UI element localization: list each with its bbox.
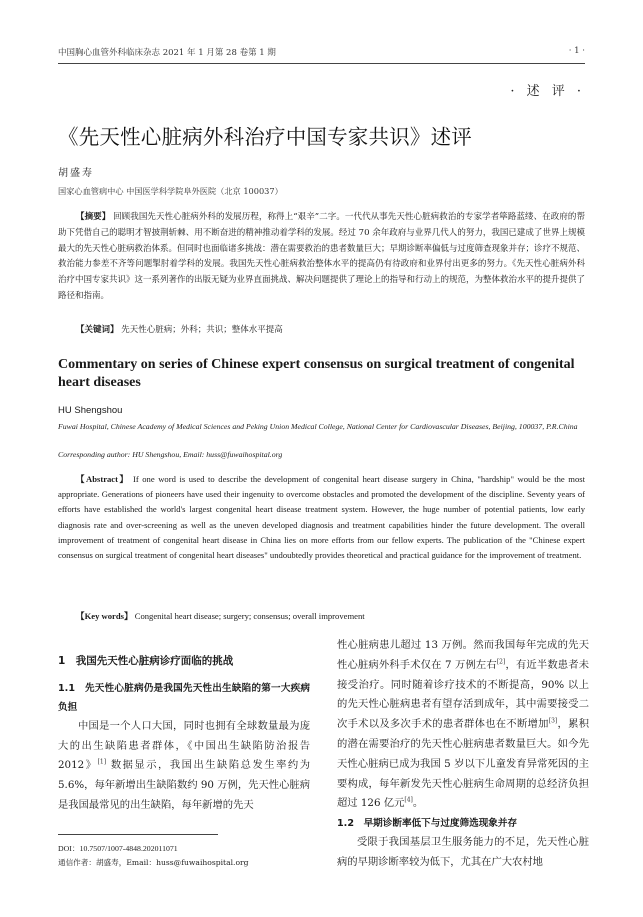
footnote-doi: DOI：10.7507/1007-4848.202011071 [58, 844, 178, 853]
body-paragraph-2 [337, 636, 589, 814]
keywords-cn-label: 【关键词】 [76, 325, 119, 335]
article-title-cn: 《先天性心脏病外科治疗中国专家共识》述评 [58, 125, 472, 149]
paragraph-text: 数据显示，我国出生缺陷总发生率约为 5.6%，每年新增出生缺陷数约 90 万例，先天性心脏病是我国最常见的出生缺陷，每年新增的先天 [58, 759, 310, 811]
citation-ref: [1] [97, 758, 107, 766]
page-number: · 1 · [568, 46, 585, 56]
citation-ref: [4] [404, 796, 413, 804]
keywords-en [76, 610, 365, 622]
keywords-cn [76, 323, 283, 335]
abstract-cn [58, 210, 585, 305]
body-column-left [58, 652, 310, 816]
author-cn: 胡盛寿 [58, 168, 94, 179]
journal-header: 中国胸心血管外科临床杂志 2021 年 1 月第 28 卷第 1 期 [58, 48, 276, 58]
paragraph-text: ，有近半数患者未接受治疗。同时随着诊疗技术的不断提高，90% 以上的先天性心脏病患者有望存活到成年，其中需要接受二次手术以及多次手术的患者群体也在不断增加 [337, 658, 589, 731]
paragraph-text: 性心脏病患儿超过 13 万例。然而我国每年完成的先天性心脏病外科手术仅在 7 万例左右 [337, 639, 589, 671]
abstract-cn-text: 回顾我国先天性心脏病外科的发展历程，称得上“艰辛”二字。一代代从事先天性心脏病救治的专家学者筚路蓝缕、在政府的帮助下凭借自己的聪明才智披荆斩棘、用不断奋进的精神推动着学科的发展。经过 70 余年政府与业界几代人的努力，我国已建成了世界上规模最大的先天性心脏病救治体系。但同时也面临诸多挑战：潜在需要救治的患者数量巨大；早期诊断率偏低与过度筛查现象并存；诊疗不规范、救治能力参差不齐等问题掣肘着学科的发展。我国先天性心脏病救治整体水平的提高仍有待政府和业界付出更多的努力。《先天性心脏病外科治疗中国专家共识》这一系列著作的出版无疑为业界直面挑战、解决问题提供了理论上的指导和行动上的规范，为整体救治水平的提升提供了路径和指南。 [58, 212, 586, 301]
corresponding-author-en: Corresponding author: HU Shengshou, Email: huss@fuwaihospital.org [58, 450, 283, 459]
article-title-en: Commentary on series of Chinese expert consensus on surgical treatment of congenital heart diseases [58, 357, 575, 390]
citation-ref: [2] [496, 658, 506, 666]
footnote-divider [58, 834, 218, 835]
citation-ref: [3] [548, 717, 558, 725]
section-heading-1: 1 我国先天性心脏病诊疗面临的挑战 [58, 655, 234, 667]
body-paragraph-1 [58, 717, 310, 816]
affiliation-cn: 国家心血管病中心 中国医学科学院阜外医院（北京 100037） [58, 186, 283, 196]
abstract-cn-label: 【摘要】 [76, 212, 111, 222]
subsection-heading-1-2: 1.2 早期诊断率低下与过度筛选现象并存 [337, 818, 518, 830]
body-column-right [337, 636, 589, 873]
author-en: HU Shengshou [58, 405, 123, 416]
section-tag: · 述 评 · [510, 84, 585, 99]
footnote-corresponding: 通信作者：胡盛寿，Email：huss@fuwaihospital.org [58, 858, 249, 867]
body-paragraph-3: 受限于我国基层卫生服务能力的不足，先天性心脏病的早期诊断率较为低下，尤其在广大农村地 [337, 836, 589, 868]
subsection-heading-1-1: 1.1 先天性心脏病仍是我国先天性出生缺陷的第一大疾病负担 [58, 682, 310, 713]
abstract-en-label: 【Abstract】 [76, 474, 130, 484]
paragraph-text: 。 [412, 797, 424, 810]
keywords-cn-text: 先天性心脏病；外科；共识；整体水平提高 [118, 325, 283, 335]
paragraph-text: ，累积的潜在需要治疗的先天性心脏病患者数量巨大。如今先天性心脏病已成为我国 5 岁以下儿童发育异常死因的主要构成，每年新发先天性心脏病生命周期的总经济负担超过 126 亿元 [337, 718, 590, 810]
keywords-en-label: 【Key words】 [76, 611, 133, 621]
paragraph-text: 中国是一个人口大国，同时也拥有全球数量最为庞大的出生缺陷患者群体，《中国出生缺陷防治报告 2012》 [58, 719, 310, 772]
affiliation-en: Fuwai Hospital, Chinese Academy of Medical Sciences and Peking Union Medical College, National Center for Cardiovascular Diseases, Beijing, 100037, P.R.China [58, 422, 578, 431]
abstract-en-text: If one word is used to describe the development of congenital heart disease surgery in China, "hardship" would be the most appropriate. Generations of pioneers have used their ingenuity to overcome obstacles and promoted the development of the discipline. Seventy years of efforts have established the world's largest congenital heart disease treatment system. However, the huge number of potential patients, low early diagnosis rate and over-screening as well as the uneven developed diagnosis and treatment capabilities hinder the future development. The overall improvement of treatment of congenital heart disease in China lies on more efforts from our fellow experts. The publication of the "Chinese expert consensus on surgical treatment of congenital heart diseases" undoubtedly provides theoretical and practical guidance for the improvement of treatment. [58, 474, 585, 561]
header-divider [58, 63, 585, 64]
keywords-en-text: Congenital heart disease; surgery; consensus; overall improvement [132, 611, 365, 621]
abstract-en [58, 472, 585, 563]
